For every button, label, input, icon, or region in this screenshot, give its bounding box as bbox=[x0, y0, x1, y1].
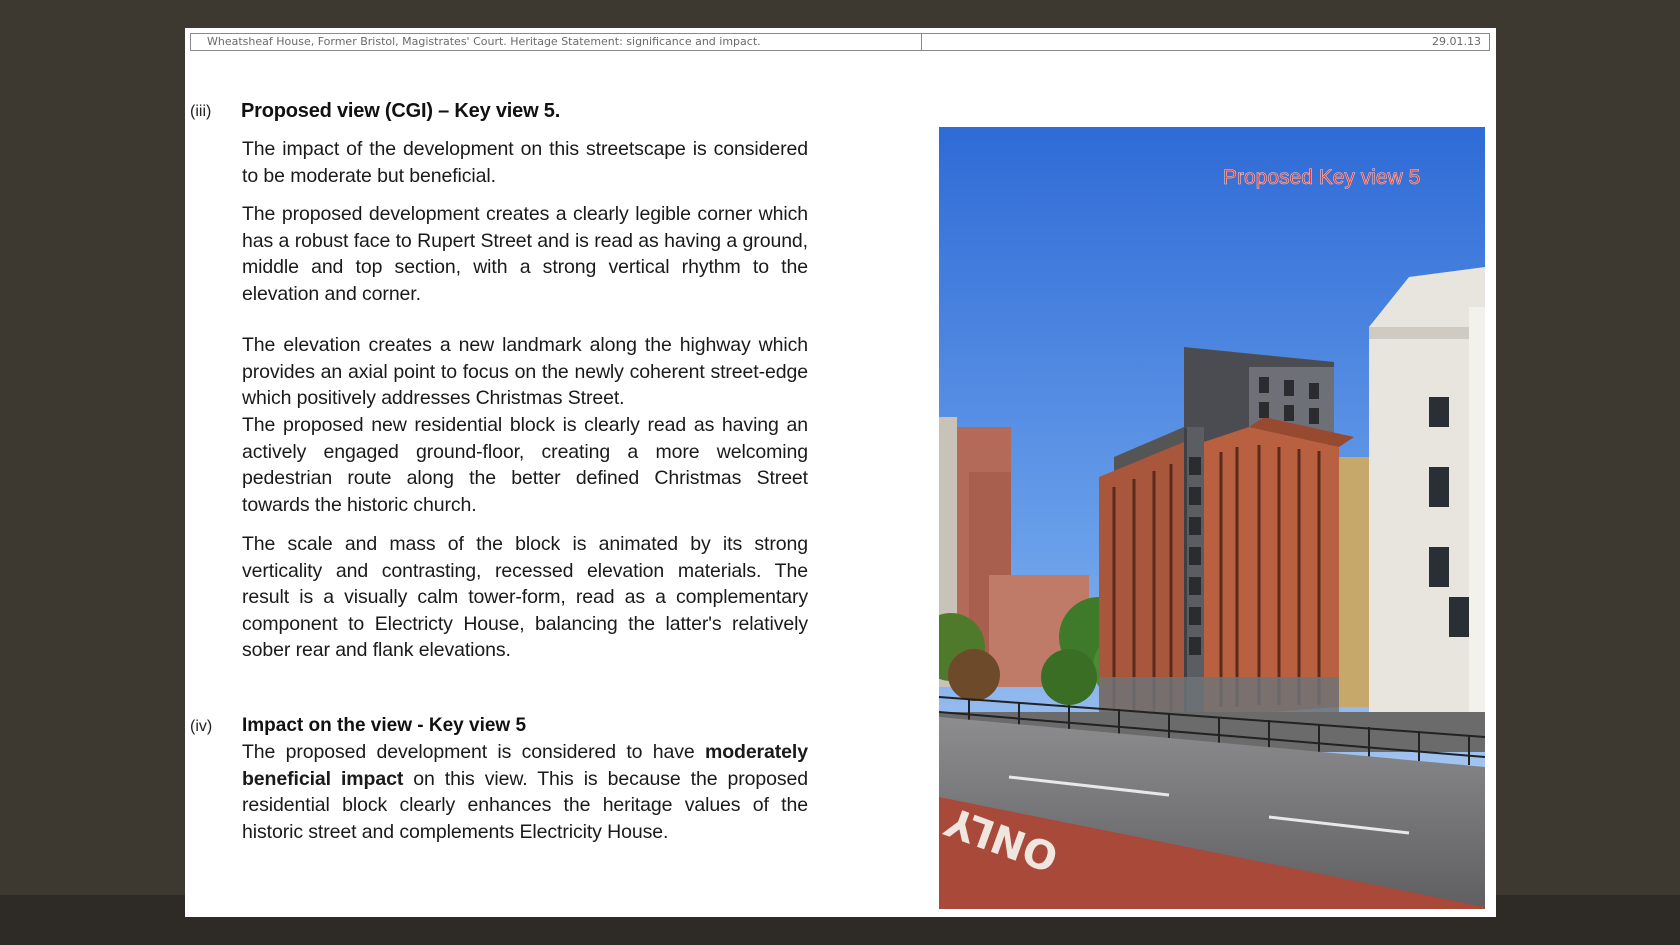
paragraph: The impact of the development on this streetscape is considered to be moderate but beneficial. bbox=[242, 138, 808, 187]
page-header bbox=[190, 33, 1490, 51]
section-heading-iii: Proposed view (CGI) – Key view 5. bbox=[241, 100, 561, 122]
document-page bbox=[185, 28, 1496, 917]
proposed-view-image bbox=[939, 127, 1485, 909]
impact-text-end: on this view. This is because the proposed residential block clearly enhances the heritage values of the historic street and complements Electricity House. bbox=[242, 767, 808, 843]
paragraph: The elevation creates a new landmark along the highway which provides an axial point to focus on the newly coherent street-edge which positively addresses Christmas Street. bbox=[242, 334, 808, 409]
paragraph: The scale and mass of the block is animated by its strong verticality and contrasting, recessed elevation materials. The result is a visually calm tower-form, read as a complementary component to Electricty House, balancing the latter's relatively sober rear and flank elevations. bbox=[242, 533, 808, 661]
impact-bold-text: moderately beneficial impact bbox=[242, 741, 808, 790]
road-marking-text: ONLY bbox=[939, 797, 1065, 880]
section-marker-iii: (iii) bbox=[190, 103, 212, 120]
cgi-render bbox=[939, 127, 1485, 909]
paragraph: The proposed development creates a clearly legible corner which has a robust face to Rupert Street and is read as having a ground, middle and top section, with a strong vertical rhythm to the elevation and corner. bbox=[242, 203, 808, 305]
paragraph: The proposed new residential block is clearly read as having an actively engaged ground-floor, creating a more welcoming pedestrian route along the better defined Christmas Street towards the historic church. bbox=[242, 414, 808, 516]
header-date: 29.01.13 bbox=[1432, 35, 1481, 48]
header-title: Wheatsheaf House, Former Bristol, Magistrates' Court. Heritage Statement: significance and impact. bbox=[191, 34, 922, 50]
impact-text-start: The proposed development is considered to have bbox=[242, 741, 705, 763]
section-heading-iv: Impact on the view - Key view 5 bbox=[242, 715, 527, 736]
section-marker-iv: (iv) bbox=[190, 718, 213, 735]
image-overlay-label: Proposed Key view 5 bbox=[1223, 166, 1421, 189]
impact-paragraph bbox=[242, 739, 808, 845]
